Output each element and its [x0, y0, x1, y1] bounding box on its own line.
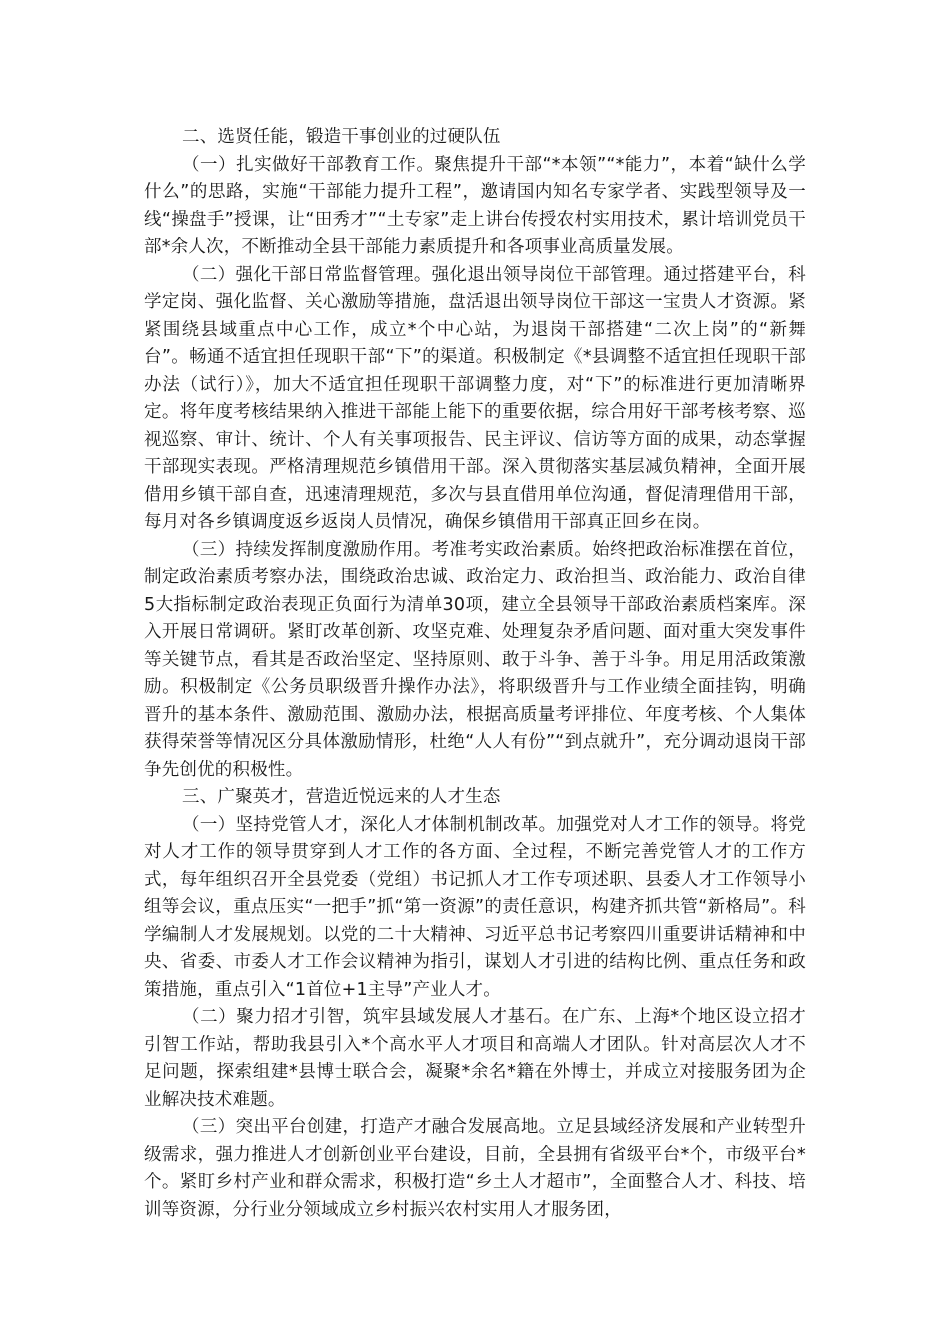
paragraph-talent-recruitment: （二）聚力招才引智，筑牢县域发展人才基石。在广东、上海*个地区设立招才引智工作站，帮助我县引入*个高水平人才项目和高端人才团队。针对高层次人才不足问题，探索组建*县博士联合会，凝聚*余名*籍在外博士，并成立对接服务团为企业解决技术难题。 [144, 1007, 806, 1110]
paragraph-incentive-mechanism: （三）持续发挥制度激励作用。考准考实政治素质。始终把政治标准摆在首位，制定政治素质考察办法，围绕政治忠诚、政治定力、政治担当、政治能力、政治自律5大指标制定政治表现正负面行为清单30项，建立全县领导干部政治素质档案库。深入开展日常调研。紧盯改革创新、攻坚克难、处理复杂矛盾问题、面对重大突发事件等关键节点，看其是否政治坚定、坚持原则、敢于斗争、善于斗争。用足用活政策激励。积极制定《公务员职级晋升操作办法》，将职级晋升与工作业绩全面挂钩，明确晋升的基本条件、激励范围、激励办法，根据高质量考评排位、年度考核、个人集体获得荣誉等情况区分具体激励情形，杜绝“人人有份”“到点就升”，充分调动退岗干部争先创优的积极性。 [144, 539, 806, 780]
section-heading-2: 二、选贤任能，锻造干事创业的过硬队伍 [182, 127, 501, 147]
paragraph-party-talent-management: （一）坚持党管人才，深化人才体制机制改革。加强党对人才工作的领导。将党对人才工作的领导贯穿到人才工作的各方面、全过程，不断完善党管人才的工作方式，每年组织召开全县党委（党组）书记抓人才工作专项述职、县委人才工作领导小组等会议，重点压实“一把手”抓“第一资源”的责任意识，构建齐抓共管“新格局”。科学编制人才发展规划。以党的二十大精神、习近平总书记考察四川重要讲话精神和中央、省委、市委人才工作会议精神为指引，谋划人才引进的结构比例、重点任务和政策措施，重点引入“1首位+1主导”产业人才。 [144, 814, 806, 1000]
section-heading-3: 三、广聚英才，营造近悦远来的人才生态 [182, 787, 501, 807]
paragraph-cadre-education: （一）扎实做好干部教育工作。聚焦提升干部“*本领”“*能力”，本着“缺什么学什么”的思路，实施“干部能力提升工程”，邀请国内知名专家学者、实践型领导及一线“操盘手”授课，让“田秀才”“土专家”走上讲台传授农村实用技术，累计培训党员干部*余人次，不断推动全县干部能力素质提升和各项事业高质量发展。 [144, 154, 806, 257]
paragraph-platform-creation: （三）突出平台创建，打造产才融合发展高地。立足县域经济发展和产业转型升级需求，强力推进人才创新创业平台建设，目前，全县拥有省级平台*个，市级平台*个。紧盯乡村产业和群众需求，积极打造“乡土人才超市”，全面整合人才、科技、培训等资源，分行业分领域成立乡村振兴农村实用人才服务团， [144, 1117, 806, 1220]
paragraph-cadre-supervision: （二）强化干部日常监督管理。强化退出领导岗位干部管理。通过搭建平台，科学定岗、强化监督、关心激励等措施，盘活退出领导岗位干部这一宝贵人才资源。紧紧围绕县域重点中心工作，成立*个中心站，为退岗干部搭建“二次上岗”的“新舞台”。畅通不适宜担任现职干部“下”的渠道。积极制定《*县调整不适宜担任现职干部办法（试行）》，加大不适宜担任现职干部调整力度，对“下”的标准进行更加清晰界定。将年度考核结果纳入推进干部能上能下的重要依据，综合用好干部考核考察、巡视巡察、审计、统计、个人有关事项报告、民主评议、信访等方面的成果，动态掌握干部现实表现。严格清理规范乡镇借用干部。深入贯彻落实基层减负精神，全面开展借用乡镇干部自查，迅速清理规范，多次与县直借用单位沟通，督促清理借用干部，每月对各乡镇调度返乡返岗人员情况，确保乡镇借用干部真正回乡在岗。 [144, 264, 806, 532]
